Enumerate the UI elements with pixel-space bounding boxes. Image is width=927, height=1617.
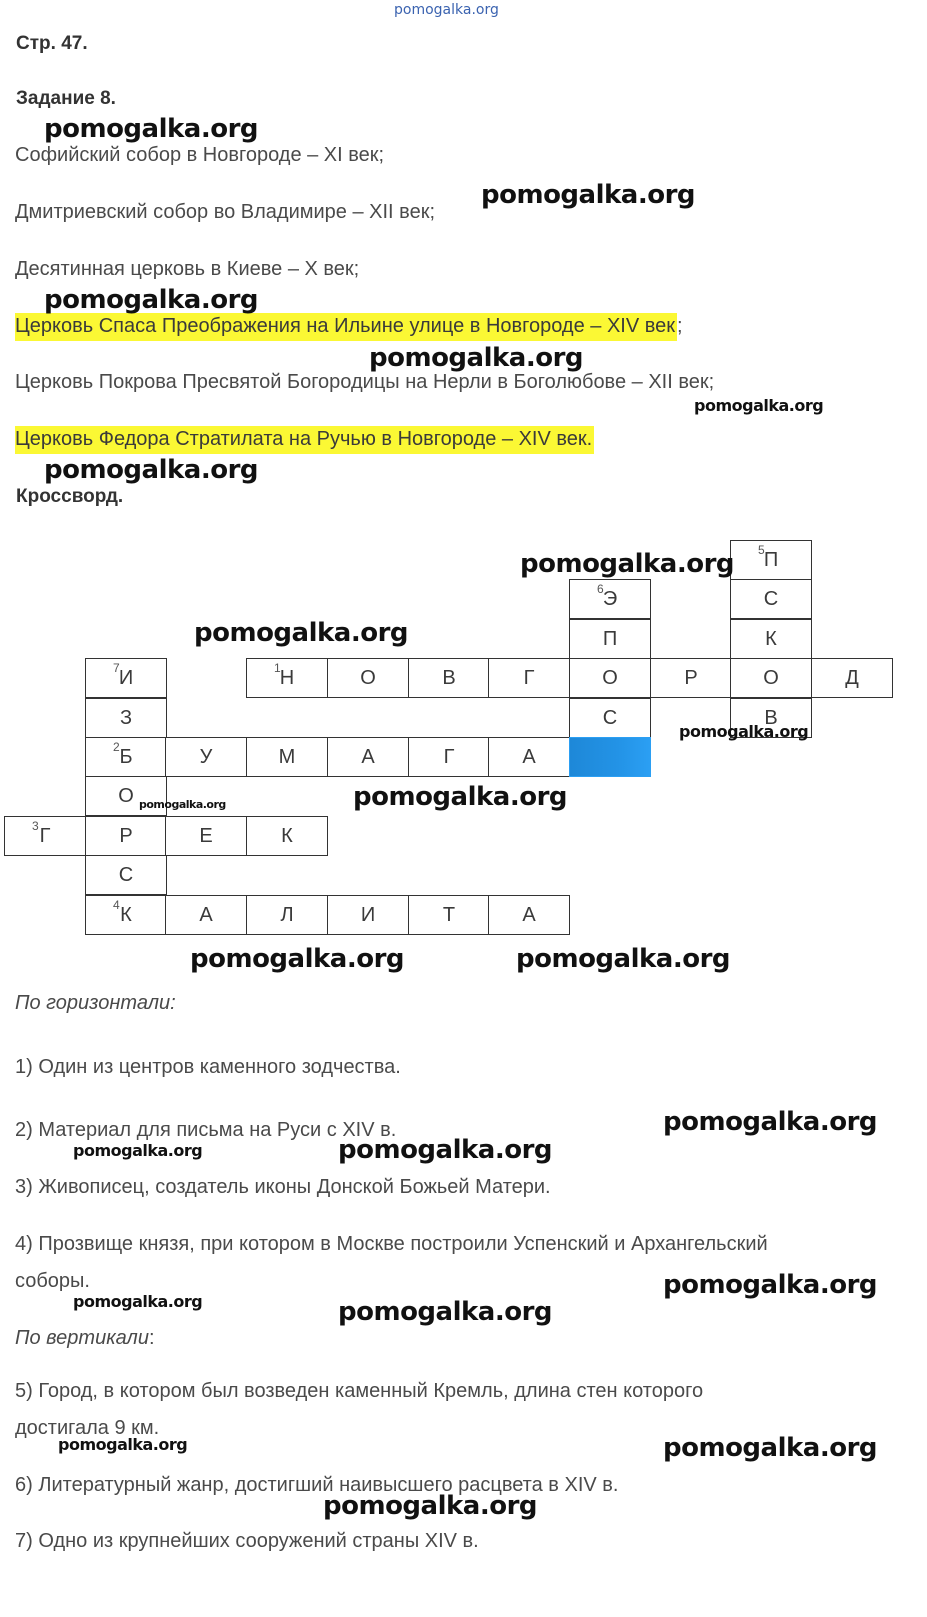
horizontal-clue-1: 1) Один из центров каменного зодчества. [15,1056,401,1078]
crossword-letter: А [361,745,375,768]
watermark: pomogalka.org [73,1292,203,1311]
watermark: pomogalka.org [353,782,568,812]
watermark: pomogalka.org [44,285,259,315]
horizontal-clue-4-cont: соборы. [15,1270,90,1292]
crossword-cell [811,658,893,698]
crossword-cell [730,540,812,580]
crossword-letter: С [118,863,134,886]
crossword-clue-number: 3 [32,819,39,833]
watermark: pomogalka.org [520,549,735,579]
crossword-cell [569,658,651,698]
page-reference: Стр. 47. [16,33,88,54]
crossword-letter: С [602,706,618,729]
crossword-cell [488,737,570,777]
crossword-letter: Г [523,666,535,689]
highlighted-answer: Церковь Спаса Преображения на Ильине улице в Новгороде – XIV век [15,313,677,341]
crossword-cell [730,658,812,698]
crossword-cell [730,619,812,659]
site-header-watermark: pomogalka.org [394,2,499,18]
crossword-letter: П [763,548,779,571]
vertical-title-text: По вертикали [15,1327,149,1349]
watermark: pomogalka.org [663,1107,878,1137]
crossword-cell [85,658,167,698]
horizontal-clue-4: 4) Прозвище князя, при котором в Москве построили Успенский и Архангельский [15,1233,768,1255]
crossword-letter: Г [443,745,455,768]
crossword-cell [408,737,490,777]
crossword-cell [246,895,328,935]
crossword-letter: К [120,903,132,926]
vertical-clue-5: 5) Город, в котором был возведен каменный Кремль, длина стен которого [15,1380,704,1402]
crossword-cell [408,895,490,935]
crossword-letter: О [602,666,618,689]
answer-line-3: Десятинная церковь в Киеве – X век; [15,258,360,280]
crossword-letter: П [602,627,618,650]
crossword-letter: А [522,903,536,926]
horizontal-clue-3: 3) Живописец, создатель иконы Донской Божьей Матери. [15,1176,551,1198]
crossword-letter: В [764,706,778,729]
answer-line-2: Дмитриевский собор во Владимире – XII век; [15,201,435,223]
crossword-letter: И [360,903,376,926]
crossword-cell [408,658,490,698]
crossword-cell-filled [569,737,651,777]
horizontal-clues-title: По горизонтали: [15,992,176,1014]
answer-line-5: Церковь Покрова Пресвятой Богородицы на Нерли в Боголюбове – XII век; [15,371,715,393]
watermark: pomogalka.org [369,343,584,373]
semicolon: ; [677,315,683,337]
crossword-cell [165,895,247,935]
crossword-letter: У [199,745,213,768]
watermark: pomogalka.org [44,114,259,144]
watermark: pomogalka.org [194,618,409,648]
watermark: pomogalka.org [44,455,259,485]
highlighted-answer: Церковь Федора Стратилата на Ручью в Новгороде – XIV век. [15,426,594,454]
watermark: pomogalka.org [139,798,226,811]
crossword-cell [246,737,328,777]
crossword-cell [85,895,167,935]
crossword-cell [85,855,167,895]
crossword-cell [327,658,409,698]
crossword-cell [246,816,328,856]
crossword-cell [327,895,409,935]
crossword-letter: Е [199,824,213,847]
vertical-clue-5-cont: достигала 9 км. [15,1417,160,1439]
crossword-letter: О [118,784,134,807]
vertical-clue-7: 7) Одно из крупнейших сооружений страны XIV в. [15,1530,479,1552]
crossword-cell [730,579,812,619]
answer-line-1: Софийский собор в Новгороде – XI век; [15,144,385,166]
watermark: pomogalka.org [694,396,824,415]
colon: : [148,1327,155,1349]
crossword-letter: Н [279,666,295,689]
crossword-cell [246,658,328,698]
crossword-letter: Р [119,824,133,847]
crossword-letter: А [522,745,536,768]
watermark: pomogalka.org [338,1297,553,1327]
crossword-cell [85,816,167,856]
watermark: pomogalka.org [190,944,405,974]
crossword-clue-number: 7 [113,661,120,675]
crossword-clue-number: 5 [758,543,765,557]
crossword-cell [650,658,732,698]
crossword-letter: К [281,824,293,847]
crossword-cell [85,737,167,777]
crossword-cell [569,698,651,738]
vertical-clues-title [15,1327,155,1350]
watermark: pomogalka.org [663,1433,878,1463]
crossword-cell [327,737,409,777]
vertical-clue-6: 6) Литературный жанр, достигший наивысшего расцвета в XIV в. [15,1474,619,1496]
watermark: pomogalka.org [73,1141,203,1160]
crossword-letter: Т [442,903,456,926]
crossword-letter: С [763,587,779,610]
crossword-letter: З [119,706,133,729]
watermark: pomogalka.org [516,944,731,974]
watermark: pomogalka.org [679,722,809,741]
crossword-letter: Б [119,745,133,768]
crossword-cell [488,895,570,935]
crossword-letter: Д [845,666,859,689]
crossword-letter: О [763,666,779,689]
horizontal-clue-2: 2) Материал для письма на Руси с XIV в. [15,1119,397,1141]
crossword-letter: Л [280,903,294,926]
crossword-letter: Г [39,824,51,847]
watermark: pomogalka.org [663,1270,878,1300]
crossword-letter: К [765,627,777,650]
crossword-cell [165,816,247,856]
crossword-letter: М [278,745,296,768]
crossword-letter: Э [602,587,618,610]
crossword-cell [488,658,570,698]
watermark: pomogalka.org [58,1435,188,1454]
crossword-clue-number: 4 [113,898,120,912]
crossword-letter: А [199,903,213,926]
crossword-clue-number: 6 [597,582,604,596]
crossword-cell [165,737,247,777]
crossword-cell [4,816,86,856]
crossword-title: Кроссворд. [16,486,124,507]
watermark: pomogalka.org [338,1135,553,1165]
crossword-letter: В [442,666,456,689]
crossword-clue-number: 1 [274,661,281,675]
watermark: pomogalka.org [323,1491,538,1521]
crossword-cell [569,579,651,619]
task-title: Задание 8. [16,88,116,109]
crossword-clue-number: 2 [113,740,120,754]
watermark: pomogalka.org [481,180,696,210]
crossword-letter: Р [684,666,698,689]
crossword-letter: О [360,666,376,689]
crossword-cell [569,619,651,659]
crossword-cell [85,698,167,738]
crossword-letter: И [118,666,134,689]
